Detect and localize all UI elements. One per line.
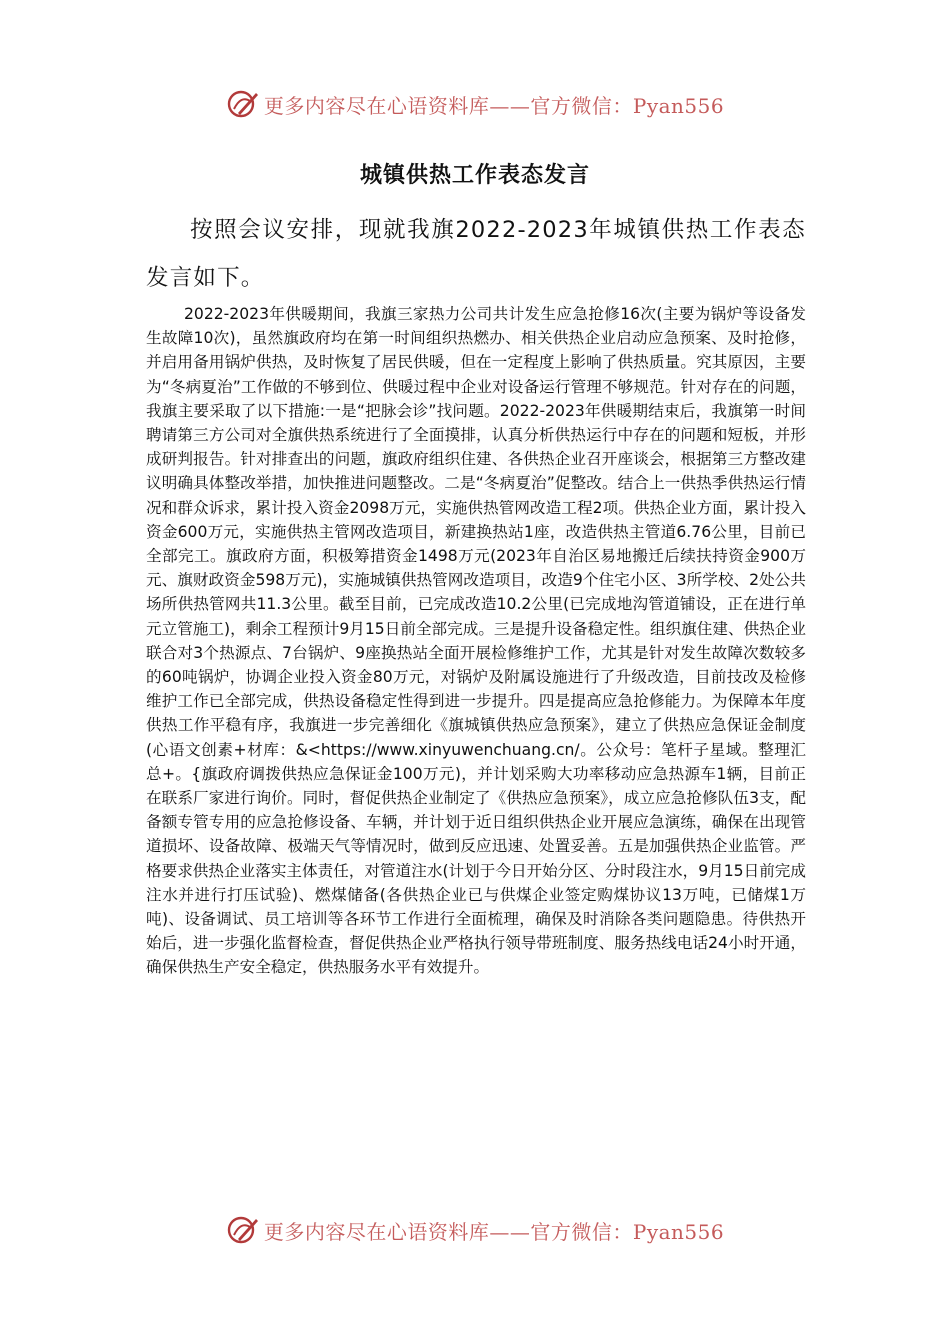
banner-text: 更多内容尽在心语资料库——官方微信：Pyan556 [263,93,725,118]
intro-paragraph: 按照会议安排，现就我旗2022-2023年城镇供热工作表态发言如下。 [146,217,806,291]
header-watermark-banner [0,84,950,124]
footer-watermark-banner [0,1210,950,1250]
banner-text: 更多内容尽在心语资料库——官方微信：Pyan556 [263,1219,725,1244]
body-paragraph: 2022-2023年供暖期间，我旗三家热力公司共计发生应急抢修16次(主要为锅炉等设备发生故障10次)，虽然旗政府均在第一时间组织热燃办、相关供热企业启动应急预案、及时抢修，并启用备用锅炉供热，及时恢复了居民供暖，但在一定程度上影响了供热质量。究其原因，主要为“冬病夏治”工作做的不够到位、供暖过程中企业对设备运行管理不够规范。针对存在的问题，我旗主要采取了以下措施:一是“把脉会诊”找问题。2022-2023年供暖期结束后，我旗第一时间聘请第三方公司对全旗供热系统进行了全面摸排，认真分析供热运行中存在的问题和短板，并形成研判报告。针对排查出的问题，旗政府组织住建、各供热企业召开座谈会，根据第三方整改建议明确具体整改举措，加快推进问题整改。二是“冬病夏治”促整改。结合上一供热季供热运行情况和群众诉求，累计投入资金2098万元，实施供热管网改造工程2项。供热企业方面，累计投入资金600万元，实施供热主管网改造项目，新建换热站1座，改造供热主管道6.76公里，目前已全部完工。旗政府方面，积极筹措资金1498万元(2023年自治区易地搬迁后续扶持资金900万元、旗财政资金598万元)，实施城镇供热管网改造项目，改造9个住宅小区、3所学校、2处公共场所供热管网共11.3公里。截至目前，已完成改造10.2公里(已完成地沟管道铺设，正在进行单元立管施工)，剩余工程预计9月15日前全部完成。三是提升设备稳定性。组织旗住建、供热企业联合对3个热源点、7台锅炉、9座换热站全面开展检修维护工作，尤其是针对发生故障次数较多的60吨锅炉，协调企业投入资金80万元，对锅炉及附属设施进行了升级改造，目前技改及检修维护工作已全部完成，供热设备稳定性得到进一步提升。四是提高应急抢修能力。为保障本年度供热工作平稳有序，我旗进一步完善细化《旗城镇供热应急预案》，建立了供热应急保证金制度(心语文创素+材库：&<https://www.xinyuwenchuang.cn/。公众号：笔杆子星域。整理汇总+。{旗政府调拨供热应急保证金100万元)，并计划采购大功率移动应急热源车1辆，目前正在联系厂家进行询价。同时，督促供热企业制定了《供热应急预案》，成立应急抢修队伍3支，配备额专管专用的应急抢修设备、车辆，并计划于近日组织供热企业开展应急演练，确保在出现管道损坏、设备故障、极端天气等情况时，做到反应迅速、处置妥善。五是加强供热企业监管。严格要求供热企业落实主体责任，对管道注水(计划于今日开始分区、分时段注水，9月15日前完成注水并进行打压试验)、燃煤储备(各供热企业已与供煤企业签定购煤协议13万吨，已储煤1万吨)、设备调试、员工培训等各环节工作进行全面梳理，确保及时消除各类问题隐患。待供热开始后，进一步强化监督检查，督促供热企业严格执行领导带班制度、服务热线电话24小时开通，确保供热生产安全稳定，供热服务水平有效提升。 [146,305,806,977]
document-title: 城镇供热工作表态发言 [359,163,590,188]
pen-logo-icon [226,87,260,121]
pen-logo-icon [226,1213,260,1247]
